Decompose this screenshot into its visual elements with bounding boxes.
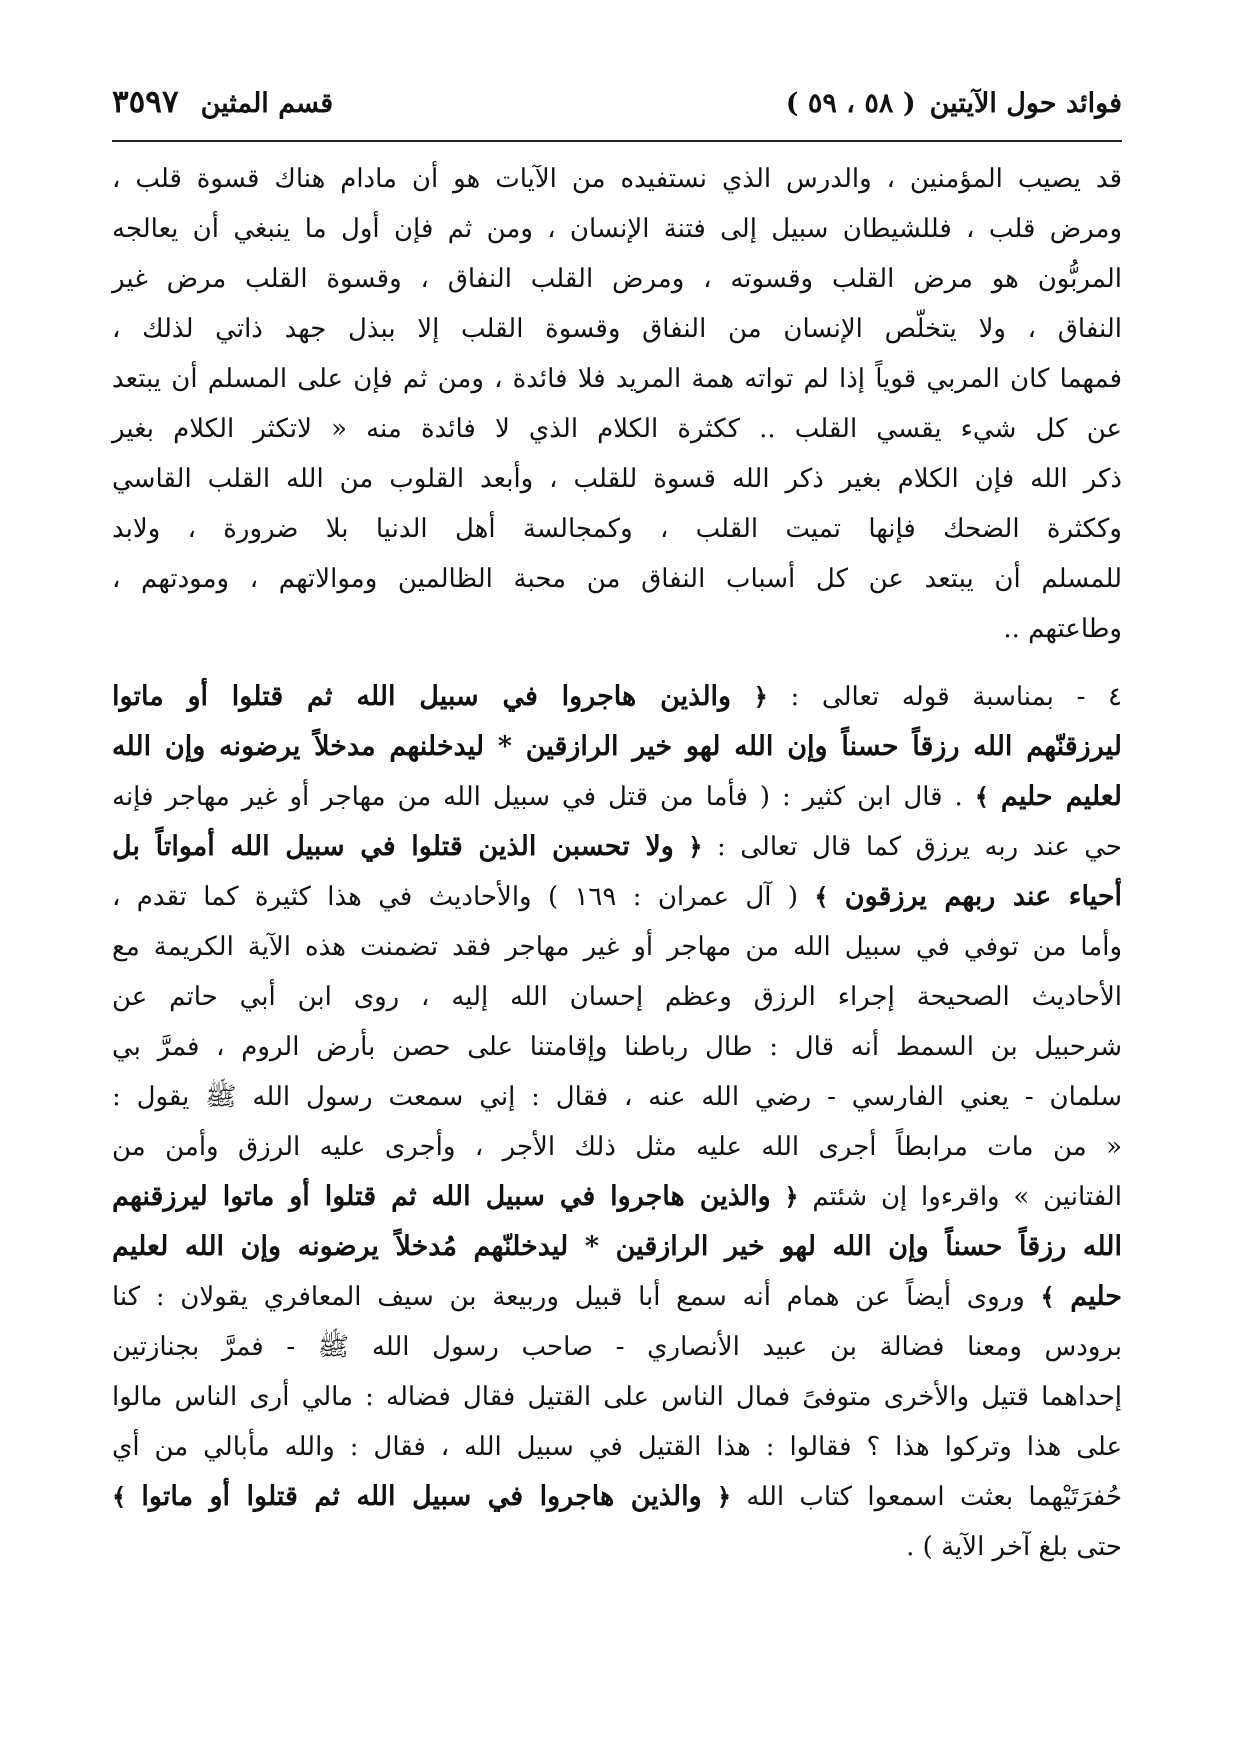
quran-verse-text: أحياء عند ربهم يرزقون [844,881,1123,912]
quran-open-bracket: ﴿ [784,1182,799,1211]
header-rule [112,140,1122,142]
text-line: برودس ومعنا فضالة بن عبيد الأنصاري - صاحب رسول الله ﷺ - فمرَّ بجنازتين [112,1332,1122,1362]
book-page [112,84,1122,1572]
text-line: ذكر الله فإن الكلام بغير ذكر الله قسوة للقلب ، وأبعد القلوب من الله القلب القاسي [112,464,1122,494]
text-line [112,1472,1122,1522]
text-line: وأما من توفي في سبيل الله من مهاجر أو غير مهاجر فقد تضمنت هذه الآية الكريمة مع [112,932,1122,962]
text-line: قد يصيب المؤمنين ، والدرس الذي نستفيده من الآيات هو أن مادام هناك قسوة قلب ، [112,164,1122,194]
section-title: قسم المثين [200,88,334,119]
quran-verse-text: لعليم حليم [1000,781,1123,812]
text-line: للمسلم أن يبتعد عن كل أسباب النفاق من محبة الظالمين وموالاتهم ، ومودتهم ، [112,564,1122,594]
quran-verse-text: والذين هاجروا في سبيل الله ثم قتلوا أو ماتوا [112,681,732,712]
header-right [786,88,1122,119]
text-line: النفاق ، ولا يتخلّص الإنسان من النفاق وقسوة القلب إلا ببذل جهد ذاتي لذلك ، [112,314,1123,344]
text-line: سلمان - يعني الفارسي - رضي الله عنه ، فقال : إني سمعت رسول الله ﷺ يقول : [112,1082,1122,1112]
text-line: وككثرة الضحك فإنها تميت القلب ، وكمجالسة أهل الدنيا بلا ضرورة ، ولابد [112,514,1122,544]
text-line [112,772,1122,822]
quran-open-bracket: ﴿ [688,832,703,861]
text-line [112,1272,1122,1322]
text-line [112,1222,1122,1272]
plain-text: حي عند ربه يرزق كما قال تعالى : [716,832,1123,862]
plain-text: وروى أيضاً عن همام أنه سمع أبا قبيل وربيعة بن سيف المعافري يقولان : كنا [112,1282,1025,1312]
text-line: عن كل شيء يقسي القلب .. ككثرة الكلام الذي لا فائدة منه « لاتكثر الكلام بغير [112,414,1122,444]
quran-close-bracket: ﴾ [814,882,829,911]
text-line: إحداهما قتيل والأخرى متوفىً فمال الناس على القتيل فقال فضاله : مالي أرى الناس مالوا [112,1382,1122,1412]
paragraph-1 [112,154,1122,654]
text-line: حتى بلغ آخر الآية ) . [906,1532,1122,1562]
quran-close-bracket: ﴾ [974,782,989,811]
quran-verse-text: والذين هاجروا في سبيل الله ثم قتلوا أو ماتوا [141,1481,702,1512]
text-line: شرحبيل بن السمط أنه قال : طال رباطنا وإقامتنا على حصن بأرض الروم ، فمرَّ بي [112,1032,1123,1062]
text-line: فمهما كان المربي قوياً إذا لم تواته همة المريد فلا فائدة ، ومن ثم فإن على المسلم أن يبتعد [112,364,1122,394]
page-header [112,84,1122,134]
quran-close-bracket: ﴾ [1040,1282,1055,1311]
plain-text: ٤ - بمناسبة قوله تعالى : [790,682,1122,712]
text-line [112,822,1122,872]
quran-open-bracket: ﴿ [717,1482,732,1511]
verse-references: ( ٥٨ ، ٥٩ ) [785,88,916,119]
text-line [112,1172,1122,1222]
text-line: ومرض قلب ، فللشيطان سبيل إلى فتنة الإنسان ، ومن ثم فإن أول ما ينبغي أن يعالجه [112,214,1122,244]
quran-verse-text: والذين هاجروا في سبيل الله ثم قتلوا أو ماتوا ليرزقنهم [112,1181,771,1212]
text-line: وطاعتهم .. [1003,614,1122,644]
quran-open-bracket: ﴿ [753,682,768,711]
paragraph-2 [112,672,1122,1572]
text-line: « من مات مرابطاً أجرى الله عليه مثل ذلك الأجر ، وأجرى عليه الرزق وأمن من [112,1132,1122,1162]
quran-verse-text: ليرزقنّهم الله رزقاً حسناً وإن الله لهو خير الرازقين * ليدخلنهم مدخلاً يرضونه وإن الله [112,731,1122,762]
plain-text: ( آل عمران : ١٦٩ ) والأحاديث في هذا كثيرة كما تقدم ، [112,882,798,912]
quran-verse-text: ولا تحسبن الذين قتلوا في سبيل الله أمواتاً بل [112,831,674,862]
plain-text: . قال ابن كثير : ( فأما من قتل في سبيل الله من مهاجر أو غير مهاجر فإنه [112,782,963,812]
quran-verse-text: الله رزقاً حسناً وإن الله لهو خير الرازقين * ليدخلنّهم مُدخلاً يرضونه وإن الله لعليم [112,1231,1122,1262]
text-line: الأحاديث الصحيحة إجراء الرزق وعظم إحسان الله إليه ، روى ابن أبي حاتم عن [112,982,1122,1012]
running-title: فوائد حول الآيتين [929,88,1122,119]
text-line [112,872,1122,922]
quran-verse-text: حليم [1070,1281,1122,1312]
plain-text: حُفرَتَيْهما بعثت اسمعوا كتاب الله [746,1482,1123,1512]
text-line: على هذا وتركوا هذا ؟ فقالوا : هذا القتيل في سبيل الله ، فقال : والله مأبالي من أي [112,1432,1122,1462]
text-line: المربُّون هو مرض القلب وقسوته ، ومرض القلب النفاق ، وقسوة القلب مرض غير [112,264,1122,294]
text-line [112,722,1122,772]
quran-close-bracket: ﴾ [112,1482,127,1511]
page-number: ٣٥٩٧ [112,84,179,120]
plain-text: الفتانين » واقرءوا إن شئتم [812,1182,1123,1212]
header-left [112,84,333,120]
text-line [112,672,1122,722]
